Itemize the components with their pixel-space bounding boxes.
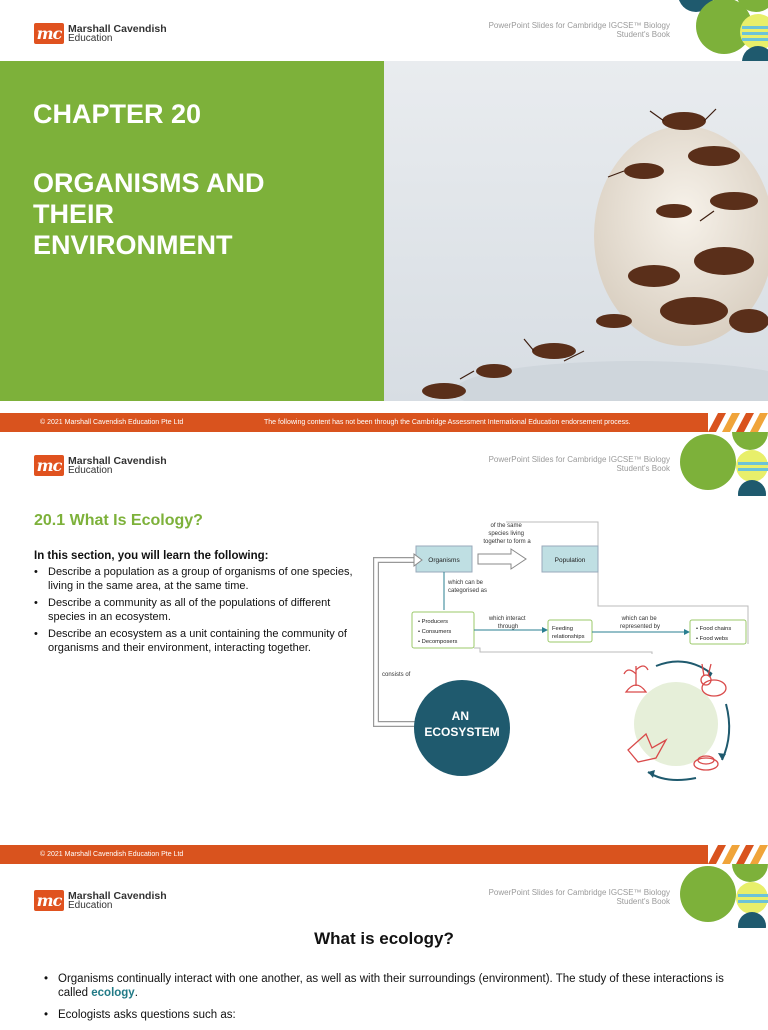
population-label: Population: [554, 557, 586, 564]
header-text: PowerPoint Slides for Cambridge IGCSE™ Biology Student's Book: [488, 455, 670, 473]
footer-copyright: © 2021 Marshall Cavendish Education Pte Ltd: [40, 419, 184, 426]
ants-photo: [384, 61, 768, 401]
logo-line1: Marshall Cavendish: [68, 22, 167, 35]
consists-label: consists of: [382, 672, 411, 678]
brand-logo: [34, 890, 167, 911]
svg-text:which can be represented b: which can be represented by: [619, 616, 661, 630]
svg-text:Feeding relationships: Feeding relationships: [552, 626, 585, 640]
chapter-number: CHAPTER 20: [33, 99, 202, 129]
objective-item: • Describe a population as a group of organisms of one species, living in the same area, at the same time.: [34, 566, 364, 593]
corner-decoration: [668, 864, 768, 928]
logo-mark: mc: [34, 890, 64, 911]
svg-text:which can be categorised a: which can be categorised as: [448, 580, 488, 594]
svg-text:of the same species living: of the same species living together to form a: [483, 523, 531, 545]
logo-line2: Education: [68, 464, 113, 476]
footer-bar: [0, 413, 768, 432]
footer-copyright: © 2021 Marshall Cavendish Education Pte Ltd: [40, 851, 184, 858]
organisms-label: Organisms: [428, 557, 460, 564]
slide-chapter-title: [0, 0, 768, 432]
brand-logo: [34, 455, 167, 476]
svg-text:• Producers • Consumers: • Producers • Consumers • Decomposers: [418, 619, 458, 645]
logo-line2: Education: [68, 899, 113, 911]
svg-text:AN ECOSYSTEM: AN ECOSYSTEM: [424, 709, 500, 739]
ecosystem-cycle-illustration: [624, 662, 729, 781]
objective-item: • Describe a community as all of the populations of different species in an ecosystem.: [34, 597, 364, 624]
objectives-list: [34, 566, 364, 659]
logo-line2: Education: [68, 32, 113, 44]
ecology-bullets: [44, 972, 734, 1030]
bullet-item: • Ecologists asks questions such as:: [44, 1008, 734, 1022]
svg-text:which interact through: which interact through: [488, 616, 526, 630]
logo-line1: Marshall Cavendish: [68, 889, 167, 902]
logo-line1: Marshall Cavendish: [68, 454, 167, 467]
ecology-term: ecology: [91, 987, 135, 999]
corner-decoration: [668, 432, 768, 496]
chapter-title: ORGANISMS AND THEIR ENVIRONMENT: [33, 168, 265, 260]
learn-heading: In this section, you will learn the following:: [34, 550, 269, 562]
bullet-item: • Organisms continually interact with one another, as well as with their surroundings (environment). The study of these interactions is called ecology.: [44, 972, 734, 1000]
logo-mark: mc: [34, 23, 64, 44]
logo-mark: mc: [34, 455, 64, 476]
corner-decoration: [668, 0, 768, 61]
footer-disclaimer: The following content has not been through the Cambridge Assessment International Education endorsement process.: [264, 419, 631, 426]
header-text: PowerPoint Slides for Cambridge IGCSE™ Biology Student's Book: [488, 21, 670, 39]
footer-bar: [0, 845, 768, 864]
ecology-diagram: [366, 514, 766, 784]
footer-stripes: [708, 845, 768, 864]
objective-item: • Describe an ecosystem as a unit containing the community of organisms and their environment, interacting together.: [34, 628, 364, 655]
plant-icon: [624, 666, 648, 692]
brand-logo: [34, 23, 167, 44]
slide-title: What is ecology?: [314, 929, 454, 948]
section-title: 20.1 What Is Ecology?: [34, 512, 203, 529]
arrow-to-population: [478, 549, 526, 569]
header-text: PowerPoint Slides for Cambridge IGCSE™ Biology Student's Book: [488, 888, 670, 906]
footer-stripes: [708, 413, 768, 432]
svg-text:• Food chains • Food webs: • Food chains • Food webs: [696, 626, 732, 642]
